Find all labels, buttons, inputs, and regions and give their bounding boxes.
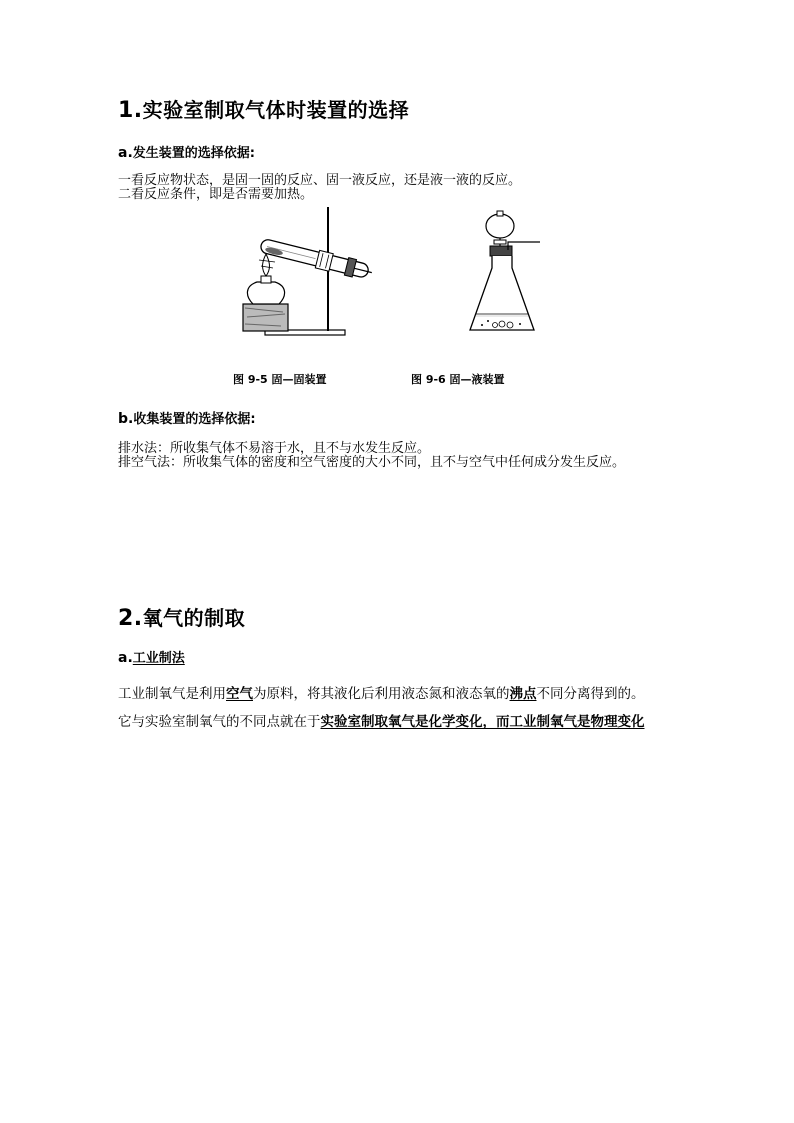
s2-blank-air: 空气 xyxy=(226,686,253,702)
section2-sub-a xyxy=(118,647,185,666)
b-line-2: 排空气法：所收集气体的密度和空气密度的大小不同，且不与空气中任何成分发生反应。 xyxy=(118,455,626,470)
figure-9-6-caption: 图 9-6 固—液装置 xyxy=(411,373,505,386)
s2-line1-pre: 工业制氧气是利用 xyxy=(118,686,226,702)
figure-9-5-caption: 图 9-5 固—固装置 xyxy=(233,373,327,386)
s2-line-1 xyxy=(118,682,645,702)
section1-sub-a xyxy=(118,142,255,161)
s2-answer: 实验室制取氧气是化学变化，而工业制氧气是物理变化 xyxy=(320,714,645,730)
sub-b-letter: b. xyxy=(118,411,134,427)
s2-line-2 xyxy=(118,710,645,730)
s2-sub-a-letter: a. xyxy=(118,650,133,666)
sub-b-title: 收集装置的选择依据: xyxy=(133,412,256,427)
section1-heading xyxy=(118,94,409,123)
section1-number: 1. xyxy=(118,98,143,123)
section2-number: 2. xyxy=(118,606,143,631)
sub-a-title: 发生装置的选择依据: xyxy=(132,146,255,161)
section2-heading xyxy=(118,602,245,631)
a-line-2: 二看反应条件，即是否需要加热。 xyxy=(118,187,314,202)
s2-sub-a-title: 工业制法 xyxy=(132,651,185,666)
s2-line2-pre: 它与实验室制氧气的不同点就在于 xyxy=(118,714,321,730)
s2-blank-boiling-point: 沸点 xyxy=(509,686,537,702)
s2-line1-mid: 为原料，将其液化后利用液态氮和液态氧的 xyxy=(253,686,510,702)
sub-a-letter: a. xyxy=(118,145,133,161)
b-line-1: 排水法：所收集气体不易溶于水，且不与水发生反应。 xyxy=(118,441,431,456)
figure-solid-solid-apparatus xyxy=(235,202,375,342)
s2-line1-post: 不同分离得到的。 xyxy=(536,686,645,702)
a-line-1: 一看反应物状态，是固一固的反应、固一液反应，还是液一液的反应。 xyxy=(118,173,522,188)
section1-sub-b xyxy=(118,408,256,427)
section1-title: 实验室制取气体时装置的选择 xyxy=(142,98,410,122)
section2-title: 氧气的制取 xyxy=(142,606,246,630)
figure-solid-liquid-apparatus xyxy=(462,206,552,336)
